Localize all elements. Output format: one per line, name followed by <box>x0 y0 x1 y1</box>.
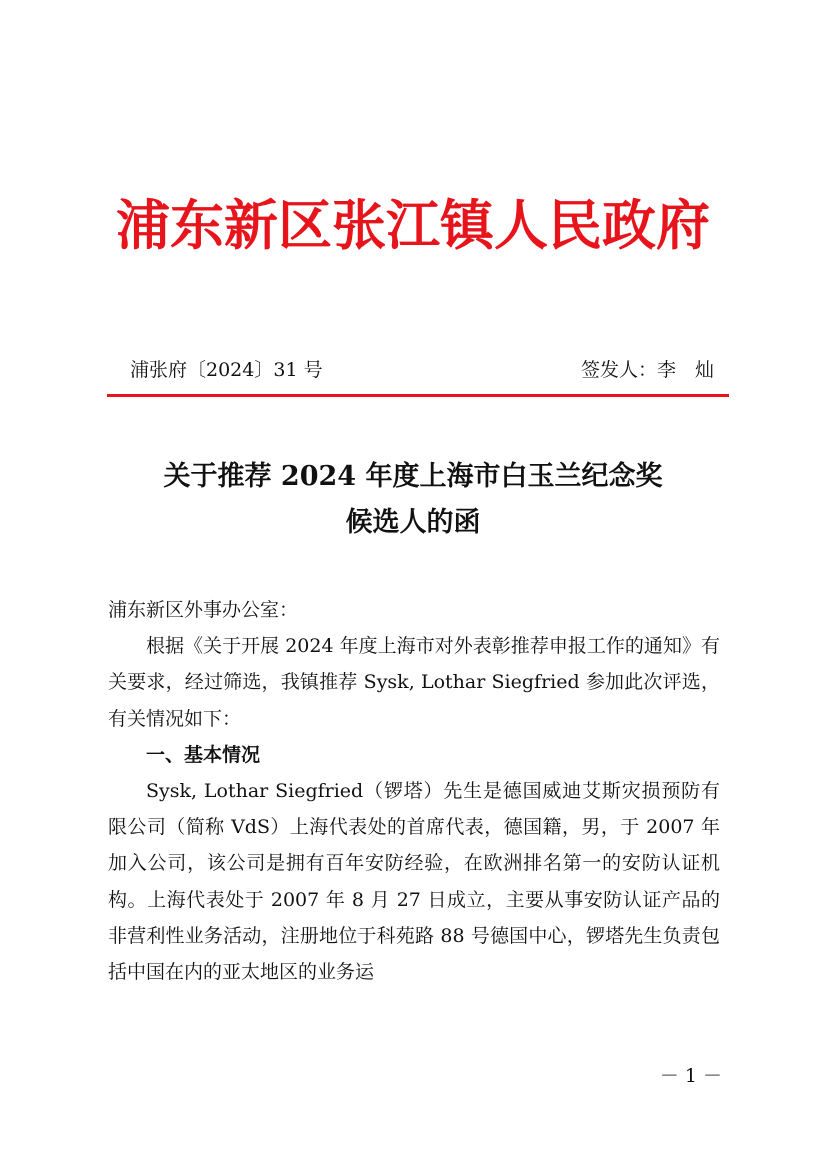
title-line-2: 候选人的函 <box>345 507 481 538</box>
section-heading-basic-info: 一、基本情况 <box>146 743 261 766</box>
signer: 签发人：李 灿 <box>580 359 714 381</box>
title-line-1: 关于推荐 2024 年度上海市白玉兰纪念奖 <box>163 461 663 492</box>
page-number: － 1 － <box>659 1065 722 1087</box>
addressee: 浦东新区外事办公室： <box>108 599 299 621</box>
document-number: 浦张府〔2024〕31 号 <box>130 359 323 381</box>
document-title <box>0 454 826 546</box>
red-divider-line <box>107 394 729 397</box>
paragraph-intro: 根据《关于开展 2024 年度上海市对外表彰推荐申报工作的通知》有关要求，经过筛选，我镇推荐 Sysk, Lothar Siegfried 参加此次评选，有关情况如下： <box>108 635 720 730</box>
document-body <box>108 592 720 990</box>
paragraph-basic-info: Sysk, Lothar Siegfried（锣塔）先生是德国威迪艾斯灾损预防有限公司（简称 VdS）上海代表处的首席代表，德国籍，男，于 2007 年加入公司，该公司是拥有百年安防经验，在欧洲排名第一的安防认证机构。上海代表处于 2007 年 8 月 27 日成立，主要从事安防认证产品的非营利性业务活动，注册地位于科苑路 88 号德国中心，锣塔先生负责包括中国在内的亚太地区的业务运 <box>108 780 720 984</box>
issuing-authority-masthead: 浦东新区张江镇人民政府 <box>116 194 710 257</box>
